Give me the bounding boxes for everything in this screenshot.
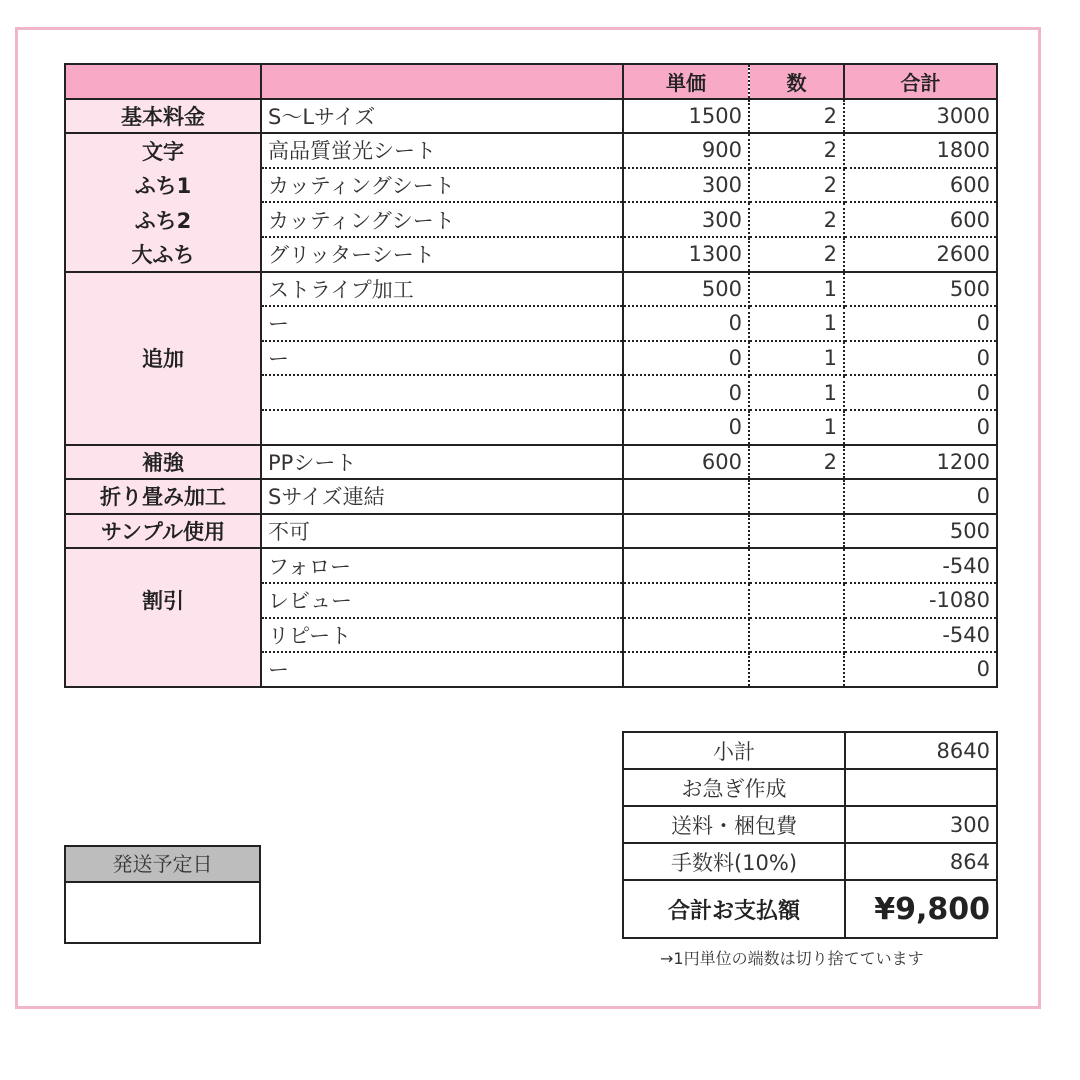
unit-price: 1500: [623, 99, 749, 134]
category-cell: [65, 618, 261, 653]
item-name: フォロー: [261, 548, 623, 583]
table-row: [65, 652, 997, 687]
unit-price: [623, 583, 749, 618]
unit-price: [623, 479, 749, 514]
table-row: [65, 514, 997, 549]
category-cell: [65, 375, 261, 410]
shipping-row: [623, 806, 997, 843]
row-total: 600: [844, 202, 997, 237]
quantity: [749, 583, 844, 618]
category-sample: サンプル使用: [65, 514, 261, 549]
table-row: [65, 306, 997, 341]
item-name: レビュー: [261, 583, 623, 618]
category-cell: [65, 548, 261, 583]
table-row: [65, 341, 997, 376]
row-total: 0: [844, 375, 997, 410]
table-row: [65, 479, 997, 514]
subtotal-value: 8640: [845, 732, 997, 769]
item-name: グリッターシート: [261, 237, 623, 272]
table-row: [65, 202, 997, 237]
table-row: [65, 548, 997, 583]
category-cell: [65, 272, 261, 307]
unit-price: 0: [623, 306, 749, 341]
row-total: 0: [844, 341, 997, 376]
quantity: 2: [749, 133, 844, 168]
category-cell: [65, 410, 261, 445]
header-quantity: 数: [749, 64, 844, 99]
fee-row: [623, 843, 997, 880]
category-border2: ふち2: [65, 202, 261, 237]
unit-price: 500: [623, 272, 749, 307]
category-addition: 追加: [65, 341, 261, 376]
rush-label: お急ぎ作成: [623, 769, 845, 806]
row-total: 600: [844, 168, 997, 203]
row-total: 0: [844, 652, 997, 687]
row-total: 500: [844, 272, 997, 307]
item-name: Sサイズ連結: [261, 479, 623, 514]
grand-total-row: [623, 880, 997, 938]
quantity: 2: [749, 99, 844, 134]
price-table: [64, 63, 998, 688]
table-row: [65, 583, 997, 618]
unit-price: [623, 652, 749, 687]
rounding-note: →1円単位の端数は切り捨てています: [660, 949, 924, 968]
ship-date-label: 発送予定日: [66, 847, 259, 883]
table-row: [65, 445, 997, 480]
item-name: ー: [261, 341, 623, 376]
row-total: 500: [844, 514, 997, 549]
item-name: [261, 375, 623, 410]
row-total: 0: [844, 410, 997, 445]
quantity: [749, 652, 844, 687]
shipping-label: 送料・梱包費: [623, 806, 845, 843]
item-name: S〜Lサイズ: [261, 99, 623, 134]
table-row: [65, 99, 997, 134]
quantity: [749, 618, 844, 653]
unit-price: [623, 514, 749, 549]
item-name: ー: [261, 306, 623, 341]
category-cell: [65, 652, 261, 687]
quantity: 1: [749, 375, 844, 410]
table-row: [65, 168, 997, 203]
summary-table: [622, 731, 998, 939]
table-row: [65, 133, 997, 168]
table-header-row: [65, 64, 997, 99]
item-name: リピート: [261, 618, 623, 653]
row-total: 2600: [844, 237, 997, 272]
table-row: [65, 618, 997, 653]
quantity: [749, 514, 844, 549]
item-name: ストライプ加工: [261, 272, 623, 307]
subtotal-row: [623, 732, 997, 769]
quantity: 1: [749, 306, 844, 341]
unit-price: 0: [623, 410, 749, 445]
quantity: 1: [749, 272, 844, 307]
unit-price: 900: [623, 133, 749, 168]
rush-row: [623, 769, 997, 806]
unit-price: [623, 618, 749, 653]
header-category: [65, 64, 261, 99]
unit-price: 0: [623, 375, 749, 410]
shipping-value: 300: [845, 806, 997, 843]
quantity: 2: [749, 237, 844, 272]
category-cell: [65, 306, 261, 341]
item-name: [261, 410, 623, 445]
ship-date-value: [66, 883, 259, 942]
quantity: 1: [749, 410, 844, 445]
row-total: 0: [844, 306, 997, 341]
table-row: [65, 272, 997, 307]
unit-price: 300: [623, 168, 749, 203]
item-name: 不可: [261, 514, 623, 549]
quantity: 2: [749, 202, 844, 237]
item-name: ー: [261, 652, 623, 687]
unit-price: 300: [623, 202, 749, 237]
grand-total-value: ¥9,800: [845, 880, 997, 938]
table-row: [65, 375, 997, 410]
row-total: -1080: [844, 583, 997, 618]
row-total: -540: [844, 618, 997, 653]
table-row: [65, 410, 997, 445]
category-basic: 基本料金: [65, 99, 261, 134]
header-unit-price: 単価: [623, 64, 749, 99]
category-discount: 割引: [65, 583, 261, 618]
fee-value: 864: [845, 843, 997, 880]
row-total: 3000: [844, 99, 997, 134]
header-total: 合計: [844, 64, 997, 99]
row-total: 1200: [844, 445, 997, 480]
subtotal-label: 小計: [623, 732, 845, 769]
item-name: PPシート: [261, 445, 623, 480]
quantity: [749, 548, 844, 583]
unit-price: 1300: [623, 237, 749, 272]
category-reinforcement: 補強: [65, 445, 261, 480]
item-name: カッティングシート: [261, 168, 623, 203]
fee-label: 手数料(10%): [623, 843, 845, 880]
item-name: カッティングシート: [261, 202, 623, 237]
category-border1: ふち1: [65, 168, 261, 203]
row-total: -540: [844, 548, 997, 583]
category-large-border: 大ふち: [65, 237, 261, 272]
unit-price: 0: [623, 341, 749, 376]
unit-price: [623, 548, 749, 583]
quantity: 1: [749, 341, 844, 376]
row-total: 1800: [844, 133, 997, 168]
row-total: 0: [844, 479, 997, 514]
rush-value: [845, 769, 997, 806]
quantity: 2: [749, 168, 844, 203]
unit-price: 600: [623, 445, 749, 480]
ship-date-box: [64, 845, 261, 944]
quantity: 2: [749, 445, 844, 480]
table-row: [65, 237, 997, 272]
quantity: [749, 479, 844, 514]
category-folding: 折り畳み加工: [65, 479, 261, 514]
item-name: 高品質蛍光シート: [261, 133, 623, 168]
header-item: [261, 64, 623, 99]
grand-total-label: 合計お支払額: [623, 880, 845, 938]
category-text: 文字: [65, 133, 261, 168]
